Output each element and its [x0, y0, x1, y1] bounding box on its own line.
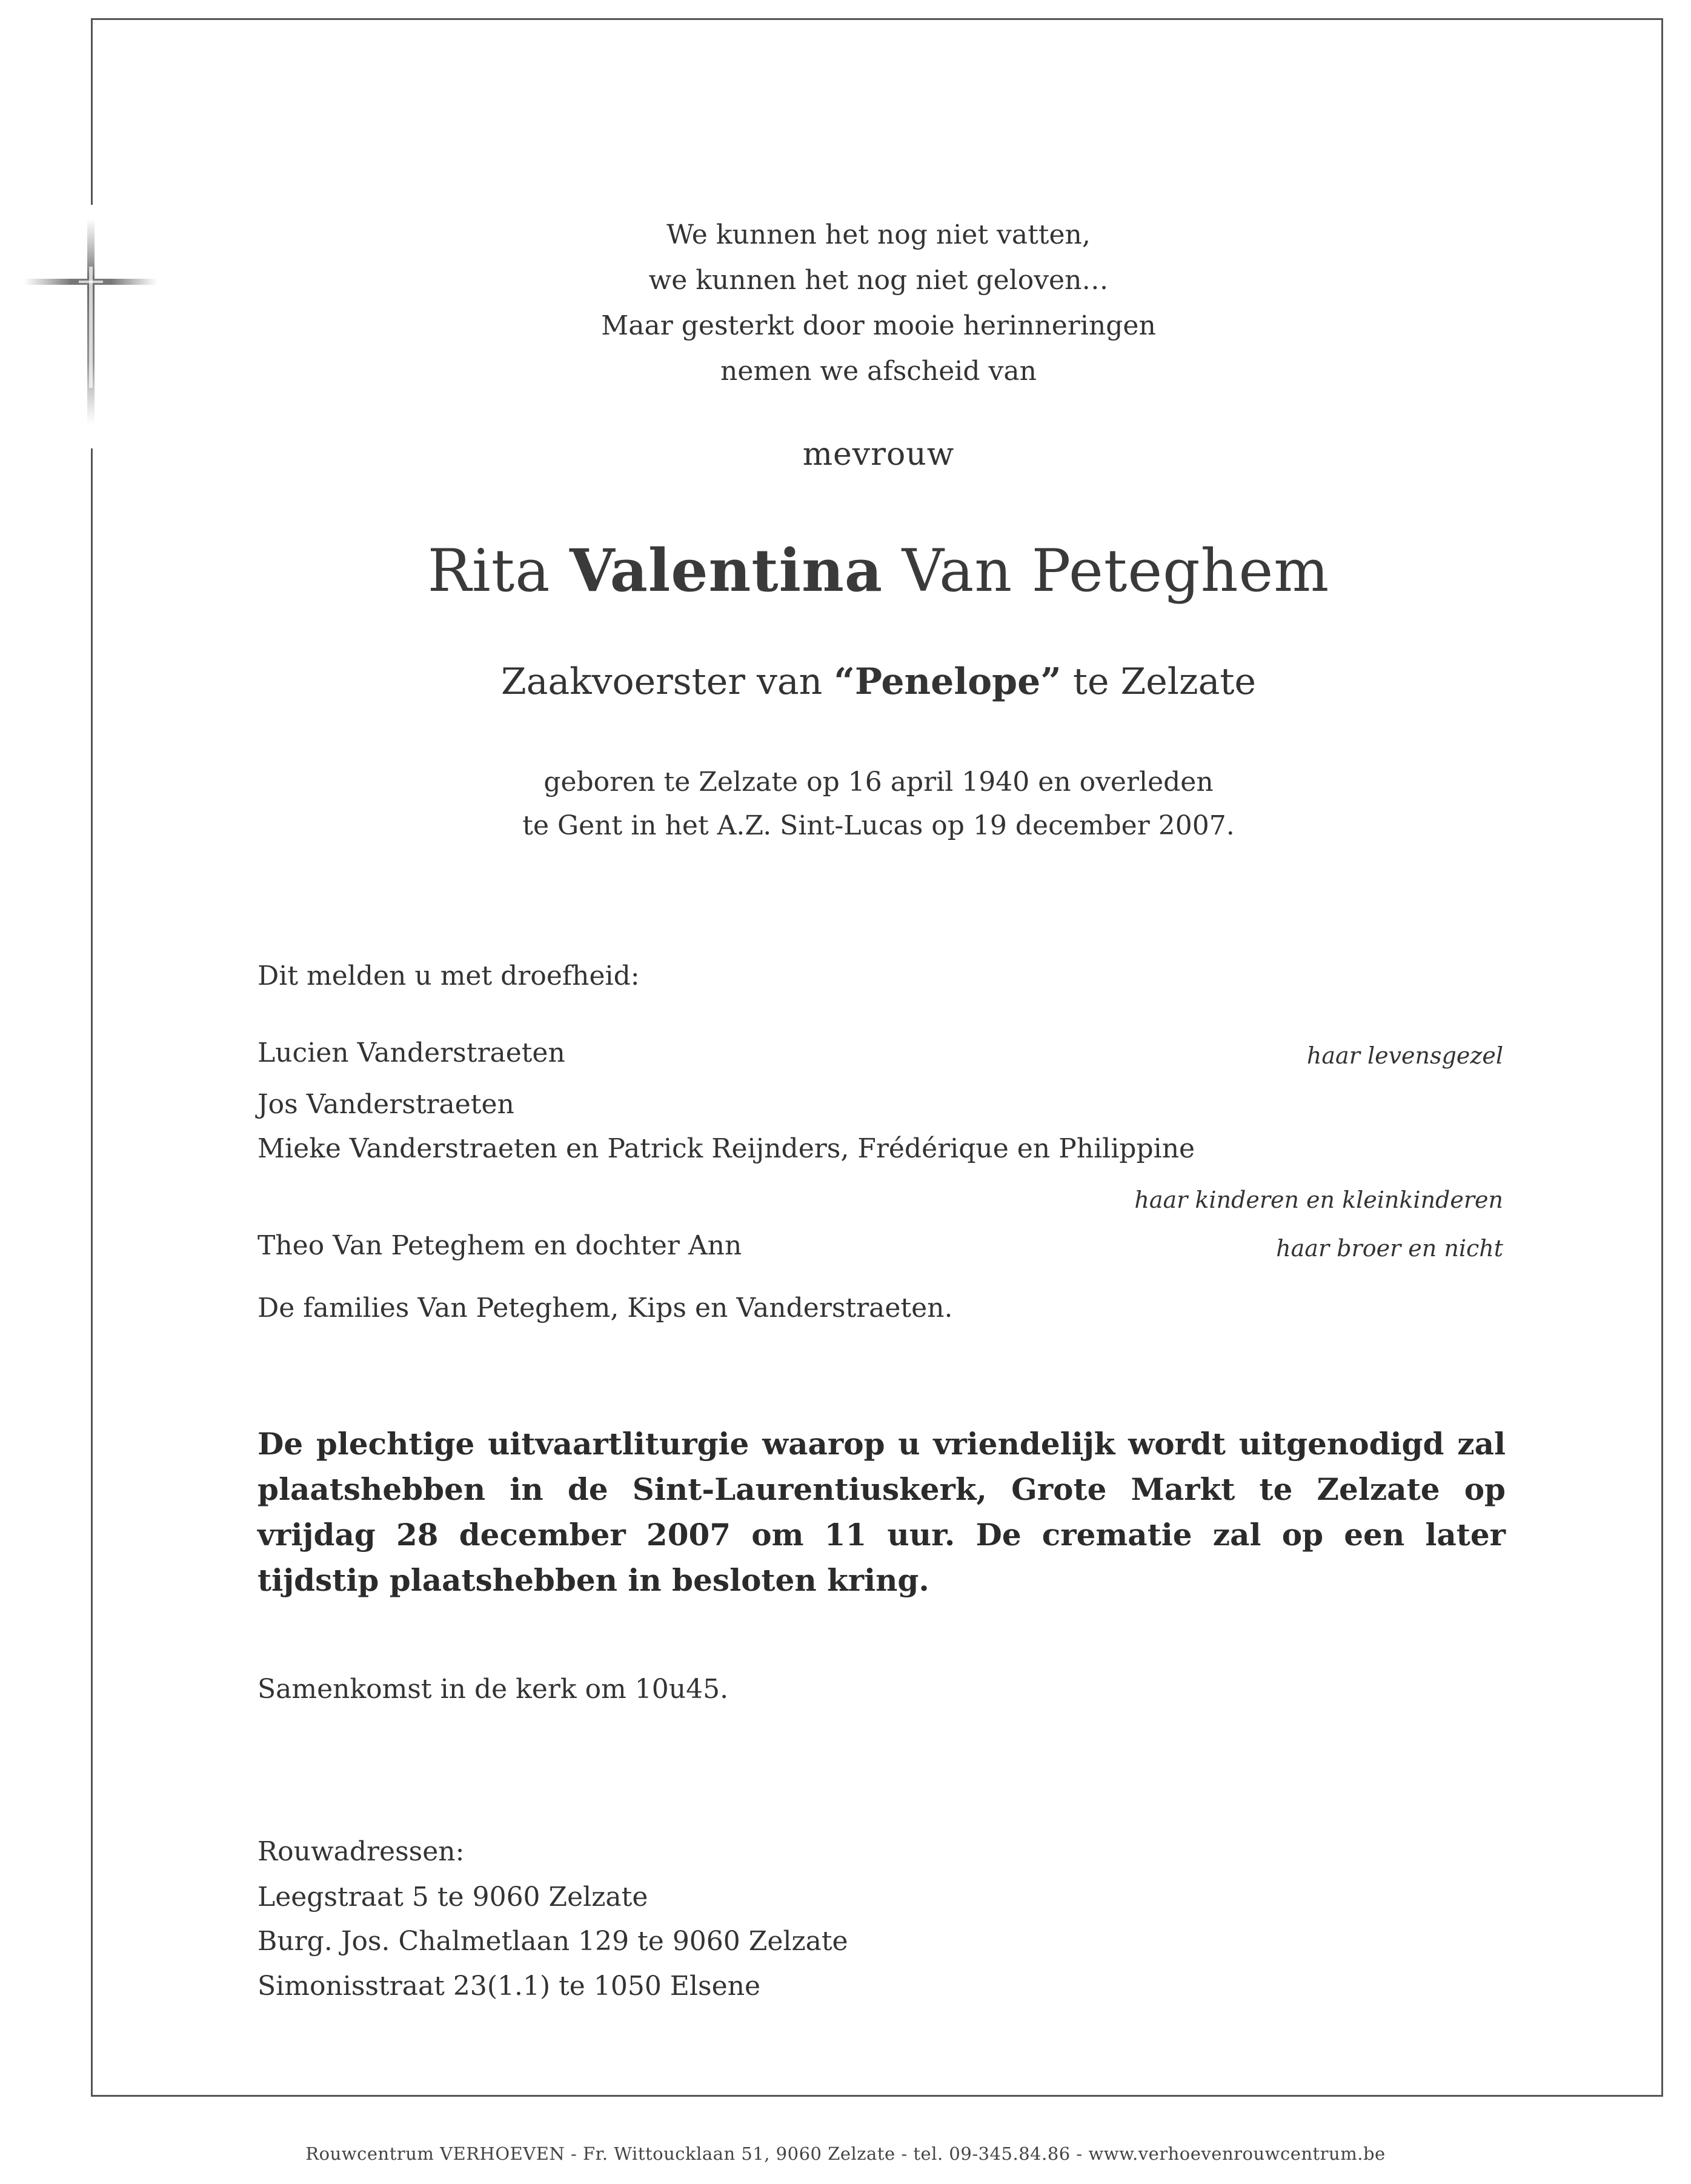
occupation-prefix: Zaakvoerster van [501, 661, 823, 703]
mourner-relation: haar levensgezel [1306, 1042, 1503, 1069]
mourner-row [257, 1089, 1503, 1125]
salutation: mevrouw [802, 436, 955, 473]
mourner-row [257, 1230, 1503, 1267]
mourner-name: De families Van Peteghem, Kips en Vanderstraeten. [257, 1293, 953, 1323]
death-line: te Gent in het A.Z. Sint-Lucas op 19 december 2007. [522, 810, 1235, 841]
business-name: “Penelope” [834, 661, 1061, 703]
verse-line: we kunnen het nog niet geloven… [648, 265, 1109, 296]
mourner-row [257, 1037, 1503, 1074]
mourner-name: Jos Vanderstraeten [257, 1089, 514, 1120]
announcement-intro: Dit melden u met droefheid: [257, 960, 640, 991]
card-border-left-upper [91, 18, 93, 205]
last-name: Van Peteghem [902, 537, 1330, 605]
verse-line: We kunnen het nog niet vatten, [666, 219, 1091, 250]
mourner-row [257, 1133, 1503, 1170]
address-line: Simonisstraat 23(1.1) te 1050 Elsene [257, 1971, 760, 2002]
opening-verse [364, 212, 1394, 394]
cross-icon [24, 218, 158, 424]
mourner-name: Theo Van Peteghem en dochter Ann [257, 1230, 742, 1261]
funeral-home-footer: Rouwcentrum VERHOEVEN - Fr. Wittoucklaan 51, 9060 Zelzate - tel. 09-345.84.86 - www.verhoevenrouwcentrum.be [305, 2143, 1386, 2164]
mourner-relation: haar broer en nicht [1276, 1235, 1503, 1262]
gathering-note: Samenkomst in de kerk om 10u45. [257, 1674, 729, 1705]
mourner-name: Lucien Vanderstraeten [257, 1037, 565, 1068]
deceased-name [364, 536, 1394, 605]
address-line: Leegstraat 5 te 9060 Zelzate [257, 1882, 648, 1913]
verse-line: Maar gesterkt door mooie herinneringen [601, 310, 1156, 341]
mourner-relation: haar kinderen en kleinkinderen [1134, 1187, 1503, 1213]
funeral-details: De plechtige uitvaartliturgie waarop u vriendelijk wordt uitgenodigd zal plaatshebben in de Sint-Laurentiuskerk, Grote Markt te Zelzate op vrijdag 28 december 2007 om 11 uur. De crematie zal op een later tijdstip plaatshebben in besloten kring. [257, 1426, 1506, 1598]
occupation [364, 661, 1394, 703]
addresses-heading: Rouwadressen: [257, 1836, 465, 1867]
address-line: Burg. Jos. Chalmetlaan 129 te 9060 Zelzate [257, 1926, 848, 1957]
birth-line: geboren te Zelzate op 16 april 1940 en overleden [543, 767, 1214, 797]
verse-line: nemen we afscheid van [720, 356, 1037, 387]
first-name: Rita [427, 537, 551, 605]
occupation-suffix: te Zelzate [1072, 661, 1256, 703]
mourner-name: Mieke Vanderstraeten en Patrick Reijnders, Frédérique en Philippine [257, 1133, 1195, 1164]
mourner-row [257, 1293, 1503, 1329]
life-dates [364, 761, 1394, 848]
middle-name: Valentina [570, 536, 883, 605]
card-border-left-lower [91, 448, 93, 2097]
